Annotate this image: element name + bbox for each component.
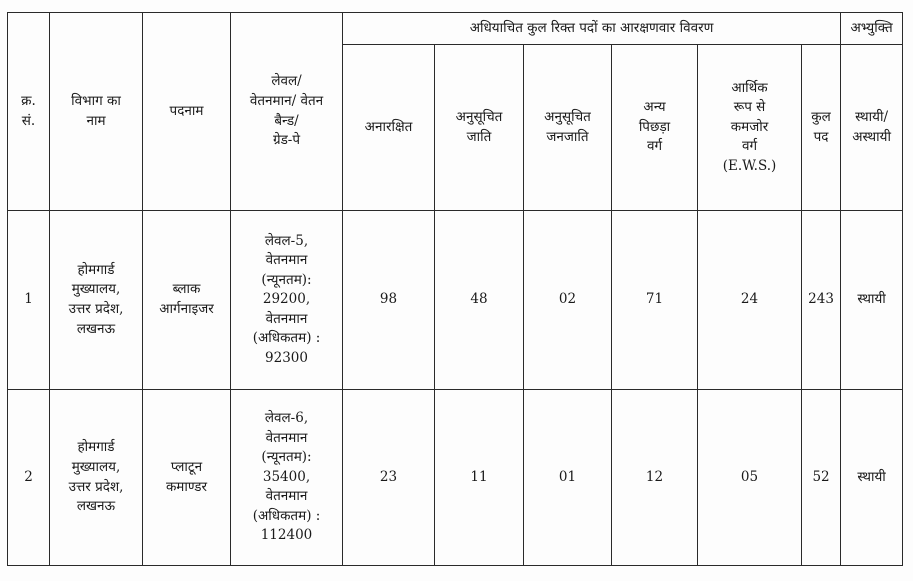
cell-st: 02 xyxy=(524,211,612,390)
header-remarks-sub: स्थायी/ अस्थायी xyxy=(841,45,903,211)
cell-unreserved: 98 xyxy=(343,211,435,390)
header-unreserved: अनारक्षित xyxy=(343,45,435,211)
cell-unreserved: 23 xyxy=(343,390,435,566)
cell-post: प्लाटून कमाण्डर xyxy=(143,390,231,566)
header-serial: क्र. सं. xyxy=(8,13,50,211)
header-pay-level: लेवल/ वेतनमान/ वेतन बैन्ड/ ग्रेड-पे xyxy=(231,13,343,211)
header-ews: आर्थिक रूप से कमजोर वर्ग (E.W.S.) xyxy=(698,45,802,211)
cell-ews: 24 xyxy=(698,211,802,390)
cell-st: 01 xyxy=(524,390,612,566)
header-row-group xyxy=(8,13,903,45)
cell-remarks: स्थायी xyxy=(841,211,903,390)
cell-serial: 1 xyxy=(8,211,50,390)
table-row xyxy=(8,211,903,390)
cell-total: 243 xyxy=(802,211,841,390)
header-obc: अन्य पिछड़ा वर्ग xyxy=(612,45,698,211)
cell-sc: 11 xyxy=(435,390,524,566)
cell-remarks: स्थायी xyxy=(841,390,903,566)
cell-sc: 48 xyxy=(435,211,524,390)
table-row xyxy=(8,390,903,566)
header-reservation-group: अधियाचित कुल रिक्त पदों का आरक्षणवार विवरण xyxy=(343,13,841,45)
cell-pay-level: लेवल-6, वेतनमान (न्यूनतम): 35400, वेतनमान (अधिकतम) : 112400 xyxy=(231,390,343,566)
cell-post: ब्लाक आर्गनाइजर xyxy=(143,211,231,390)
cell-ews: 05 xyxy=(698,390,802,566)
vacancy-table xyxy=(7,12,903,566)
cell-obc: 12 xyxy=(612,390,698,566)
cell-department: होमगार्ड मुख्यालय, उत्तर प्रदेश, लखनऊ xyxy=(50,211,143,390)
cell-department: होमगार्ड मुख्यालय, उत्तर प्रदेश, लखनऊ xyxy=(50,390,143,566)
header-st: अनुसूचित जनजाति xyxy=(524,45,612,211)
header-post: पदनाम xyxy=(143,13,231,211)
cell-obc: 71 xyxy=(612,211,698,390)
cell-serial: 2 xyxy=(8,390,50,566)
cell-pay-level: लेवल-5, वेतनमान (न्यूनतम): 29200, वेतनमान (अधिकतम) : 92300 xyxy=(231,211,343,390)
header-sc: अनुसूचित जाति xyxy=(435,45,524,211)
cell-total: 52 xyxy=(802,390,841,566)
header-total: कुल पद xyxy=(802,45,841,211)
header-department: विभाग का नाम xyxy=(50,13,143,211)
header-remarks: अभ्युक्ति xyxy=(841,13,903,45)
